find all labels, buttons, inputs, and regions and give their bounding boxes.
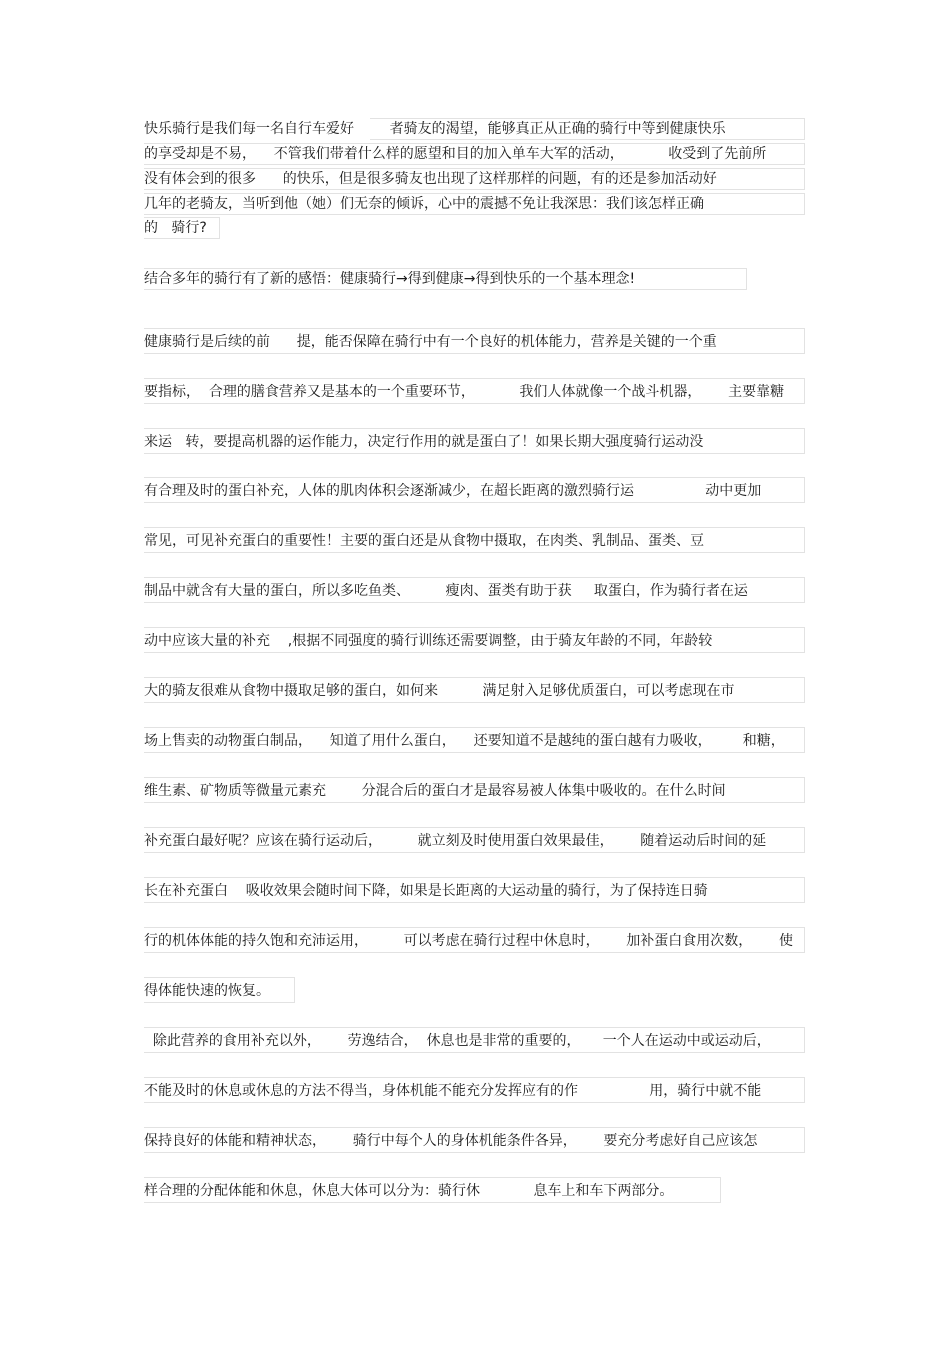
rest-line: 样合理的分配体能和休息，休息大体可以分为：骑行休 息车上和车下两部分。 (144, 1183, 674, 1199)
nutrition-line: 补充蛋白最好呢？应该在骑行运动后， 就立刻及时使用蛋白效果最佳， 随着运动后时间的延 (144, 833, 767, 849)
rest-line: 不能及时的休息或休息的方法不得当，身体机能不能充分发挥应有的作 用，骑行中就不能 (144, 1083, 762, 1099)
intro-line: 的 骑行? (144, 220, 207, 236)
nutrition-line: 来运 转，要提高机器的运作能力，决定行作用的就是蛋白了！如果长期大强度骑行运动没 (144, 434, 704, 450)
nutrition-line: 维生素、矿物质等微量元素充 分混合后的蛋白才是最容易被人体集中吸收的。在什么时间 (144, 783, 726, 799)
nutrition-line: 健康骑行是后续的前 提，能否保障在骑行中有一个良好的机体能力，营养是关键的一个重 (144, 334, 717, 350)
nutrition-line: 动中应该大量的补充 ,根据不同强度的骑行训练还需要调整，由于骑友年龄的不同，年龄较 (144, 633, 713, 649)
nutrition-line: 常见，可见补充蛋白的重要性！主要的蛋白还是从食物中摄取，在肉类、乳制品、蛋类、豆 (144, 533, 704, 549)
rest-line: 除此营养的食用补充以外， 劳逸结合， 休息也是非常的重要的， 一个人在运动中或运动后， (144, 1033, 771, 1049)
nutrition-line: 要指标， 合理的膳食营养又是基本的一个重要环节， 我们人体就像一个战斗机器， 主要靠糖 (144, 384, 785, 400)
nutrition-line: 有合理及时的蛋白补充，人体的肌肉体积会逐渐减少，在超长距离的激烈骑行运 动中更加 (144, 483, 762, 499)
nutrition-line: 场上售卖的动物蛋白制品， 知道了用什么蛋白， 还要知道不是越纯的蛋白越有力吸收， 和糖， (144, 733, 785, 749)
nutrition-line: 制品中就含有大量的蛋白，所以多吃鱼类、 瘦肉、蛋类有助于获 取蛋白，作为骑行者在运 (144, 583, 748, 599)
rest-line: 保持良好的体能和精神状态， 骑行中每个人的身体机能条件各异， 要充分考虑好自己应该怎 (144, 1133, 758, 1149)
nutrition-line: 大的骑友很难从食物中摄取足够的蛋白，如何来 满足射入足够优质蛋白，可以考虑现在市 (144, 683, 735, 699)
concept-line: 结合多年的骑行有了新的感悟：健康骑行→得到健康→得到快乐的一个基本理念! (144, 271, 636, 287)
intro-line: 的享受却是不易， 不管我们带着什么样的愿望和目的加入单车大军的活动， 收受到了先前所 (144, 146, 767, 162)
nutrition-line: 长在补充蛋白 吸收效果会随时间下降，如果是长距离的大运动量的骑行，为了保持连日骑 (144, 883, 708, 899)
intro-line: 没有体会到的很多 的快乐，但是很多骑友也出现了这样那样的问题，有的还是参加活动好 (144, 171, 717, 187)
nutrition-line: 得体能快速的恢复。 (144, 983, 270, 999)
intro-line: 几年的老骑友，当听到他（她）们无奈的倾诉，心中的震撼不免让我深思：我们该怎样正确 (144, 196, 704, 212)
intro-line: 快乐骑行是我们每一名自行车爱好 者骑友的渴望，能够真正从正确的骑行中等到健康快乐 (144, 121, 726, 137)
nutrition-line: 行的机体体能的持久饱和充沛运用， 可以考虑在骑行过程中休息时， 加补蛋白食用次数， 使 (144, 933, 794, 949)
